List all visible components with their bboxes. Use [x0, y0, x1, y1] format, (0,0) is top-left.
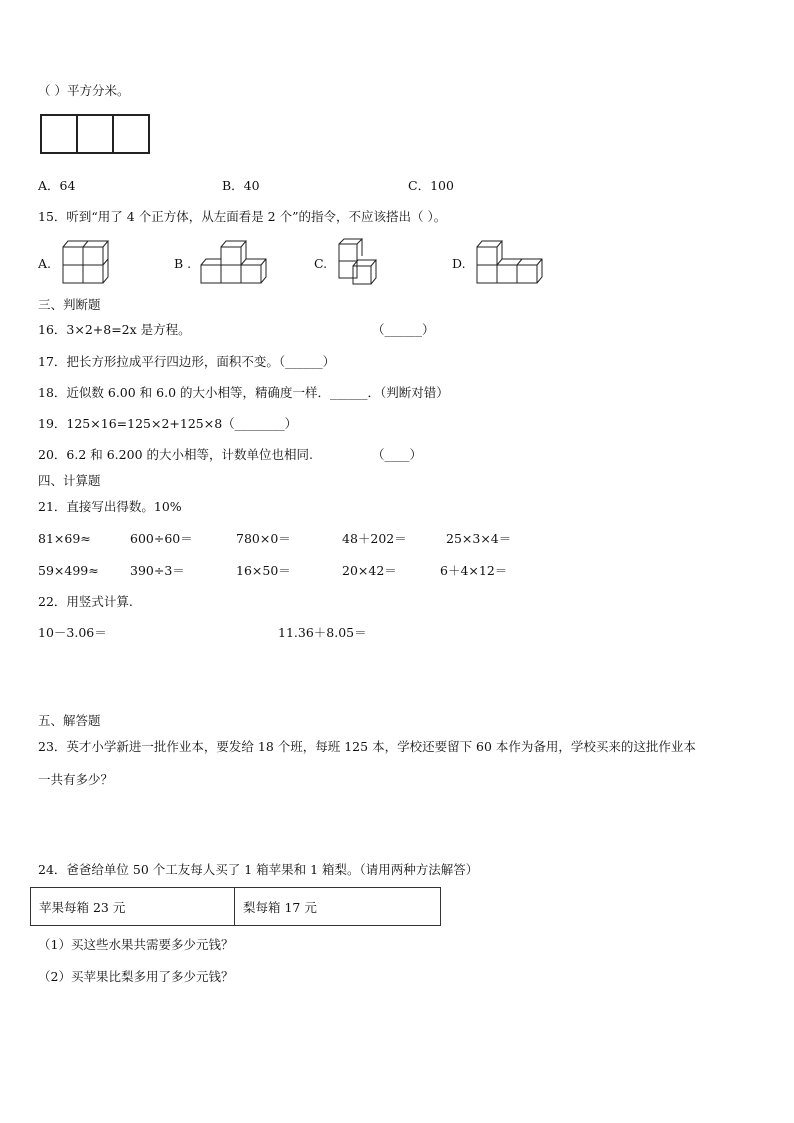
q21-item: 780×0＝	[236, 531, 291, 546]
q17-text: 17．把长方形拉成平行四边形，面积不变。（______）	[38, 354, 336, 369]
q19-text: 19．125×16=125×2+125×8（________）	[38, 416, 298, 431]
q15-text: 15．听到“用了 4 个正方体，从左面看是 2 个”的指令，不应该搭出（ ）。	[38, 209, 447, 224]
square-2	[76, 114, 114, 154]
q15-figure-c	[336, 236, 392, 290]
q16-answer-blank[interactable]: （______）	[372, 322, 435, 337]
q15-figure-d	[474, 238, 546, 288]
q18-text: 18．近似数 6.00 和 6.0 的大小相等，精确度一样．______．（判断对错）	[38, 385, 449, 400]
section-4-heading: 四、计算题	[38, 473, 101, 488]
table-cell-apple: 苹果每箱 23 元	[31, 888, 235, 926]
q14-option-a: A．64	[38, 178, 76, 193]
q21-item: 48＋202＝	[342, 531, 407, 546]
q21-item: 81×69≈	[38, 531, 91, 546]
q22-text: 22．用竖式计算.	[38, 594, 133, 609]
q20-text: 20．6.2 和 6.200 的大小相等，计数单位也相同.	[38, 447, 313, 462]
q22-item: 11.36＋8.05＝	[278, 625, 367, 640]
table-cell-pear: 梨每箱 17 元	[235, 888, 441, 926]
q15-label-a: A.	[38, 256, 52, 271]
q24-sub-question-2: （2）买苹果比梨多用了多少元钱？	[38, 969, 234, 984]
q22-item: 10－3.06＝	[38, 625, 107, 640]
q21-item: 25×3×4＝	[446, 531, 512, 546]
q21-item: 6＋4×12＝	[440, 563, 508, 578]
q15-figure-a	[60, 238, 110, 288]
q24-sub-question-1: （1）买这些水果共需要多少元钱？	[38, 937, 234, 952]
q14-square-figure	[40, 114, 150, 154]
q21-item: 16×50＝	[236, 563, 291, 578]
q21-text: 21．直接写出得数。10%	[38, 499, 182, 514]
q15-figure-b	[198, 238, 270, 288]
q21-item: 600÷60＝	[130, 531, 193, 546]
q16-text: 16．3×2+8=2x 是方程。	[38, 322, 191, 337]
q15-label-d: D.	[452, 256, 466, 271]
q20-answer-blank[interactable]: （____）	[372, 447, 423, 462]
q21-item: 390÷3＝	[130, 563, 185, 578]
q14-option-c: C．100	[408, 178, 454, 193]
q15-label-b: B .	[174, 256, 192, 271]
q24-text: 24．爸爸给单位 50 个工友每人买了 1 箱苹果和 1 箱梨。（请用两种方法解答）	[38, 862, 479, 877]
q15-label-c: C.	[314, 256, 328, 271]
q21-item: 20×42＝	[342, 563, 397, 578]
square-3	[112, 114, 150, 154]
table-row	[31, 888, 441, 926]
q14-tail: （ ）平方分米。	[38, 83, 130, 98]
q21-item: 59×499≈	[38, 563, 99, 578]
square-1	[40, 114, 78, 154]
section-3-heading: 三、判断题	[38, 297, 101, 312]
q24-price-table	[30, 887, 441, 926]
q23-line-1: 23．英才小学新进一批作业本，要发给 18 个班，每班 125 本，学校还要留下 60 本作为备用，学校买来的这批作业本	[38, 739, 696, 754]
q14-option-b: B．40	[222, 178, 260, 193]
q23-line-2: 一共有多少？	[38, 772, 114, 787]
section-5-heading: 五、解答题	[38, 713, 101, 728]
